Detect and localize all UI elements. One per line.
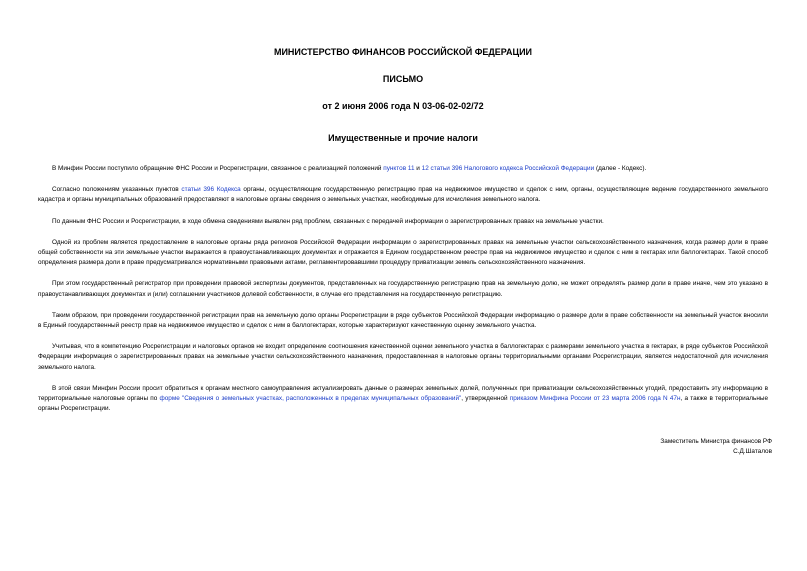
text: Согласно положениям указанных пунктов	[52, 186, 182, 194]
document-body	[38, 164, 768, 414]
paragraph-2	[38, 185, 768, 205]
link-form-land-info[interactable]: форме "Сведения о земельных участках, расположенных в пределах муниципальных образований"	[159, 395, 462, 403]
text: и	[414, 165, 422, 172]
document-date-number: от 2 июня 2006 года N 03-06-02-02/72	[322, 101, 484, 111]
link-article-396-nk[interactable]: 12 статьи 396 Налогового кодекса Российской Федерации	[421, 165, 595, 172]
document-page	[38, 40, 768, 425]
link-article-396-code[interactable]: статьи 396 Кодекса	[181, 186, 241, 194]
text: , утвержденной	[461, 395, 510, 403]
signatory-position: Заместитель Министра финансов РФ	[660, 438, 772, 445]
document-subject: Имущественные и прочие налоги	[328, 133, 478, 143]
paragraph-8	[38, 384, 768, 415]
paragraph-1	[38, 164, 768, 174]
text: , а также в территориальные органы Росрегистрации.	[38, 395, 769, 413]
text: В Минфин России поступило обращение ФНС России и Росрегистрации, связанное с реализацией положений	[52, 165, 384, 172]
text: В этой связи Минфин России просит обратиться к органам местного самоуправления актуализировать данные о размерах земельных долей, полученных при приватизации сельскохозяйственных угодий, предоставить эту информацию в территориальные налоговые органы по	[38, 384, 768, 403]
paragraph-7: Учитывая, что в компетенцию Росрегистрации и налоговых органов не входит определение соотношения качественной оценки земельного участка в баллогектарах с размерами земельного участка в гектарах, в ряде субъектов Российской Федерации информация о зарегистрированных правах на земельные участки сельскохозяйственного назначения, предоставленная в налоговые органы территориальными органами Росрегистрации, является недостаточной для исчисления земельного налога.	[38, 343, 768, 371]
document-type: ПИСЬМО	[382, 74, 424, 84]
paragraph-5: При этом государственный регистратор при проведении правовой экспертизы документов, представленных на государственную регистрацию прав на земельную долю, не может определять размер доли в праве иначе, чем это указано в правоустанавливающих документах и (или) соглашении участников долевой собственности, в случае его представления на государственную регистрацию.	[38, 280, 768, 298]
paragraph-3: По данным ФНС России и Росрегистрации, в ходе обмена сведениями выявлен ряд проблем, связанных с передачей информации о зарегистрированных правах на земельные участки.	[52, 217, 604, 225]
paragraph-6: Таким образом, при проведении государственной регистрации прав на земельную долю органы Росрегистрации в ряде субъектов Российской Федерации информацию о размере доли в праве собственности на земельный участок вносили в Единый государственный реестр прав на недвижимое имущество и сделок с ним в баллогектарах, которые характеризуют качественную оценку земельного участка.	[38, 311, 768, 330]
ministry-heading: МИНИСТЕРСТВО ФИНАНСОВ РОССИЙСКОЙ ФЕДЕРАЦИИ	[273, 47, 533, 57]
text: органы, осуществляющие государственную регистрацию прав на недвижимое имущество и сделок с ним, органы, осуществляющие ведение государственного земельного кадастра и органы муниципальных образований предоставляют в налоговые органы сведения о земельных участках, необходимые для исчисления земельного налога.	[38, 186, 769, 204]
paragraph-4: Одной из проблем является предоставление в налоговые органы ряда регионов Российской Федерации информации о зарегистрированных правах на земельные участки сельскохозяйственного назначения, когда размер доли в праве общей собственности на эти земельные участки выражается в правоустанавливающих документах и отражается в Едином государственном реестре прав на недвижимое имущество и сделок с ним в гектарах или баллогектарах. Такой способ определения размера доли в праве предусматривался нормативными правовыми актами, регламентировавшими процедуру приватизации земель сельскохозяйственного назначения.	[38, 238, 768, 267]
signatory-name: С.Д.Шаталов	[733, 448, 772, 455]
signature-block	[660, 437, 772, 457]
text: (далее - Кодекс).	[594, 165, 647, 172]
link-points-11[interactable]: пунктов 11	[383, 165, 415, 172]
link-order-47n[interactable]: приказом Минфина России от 23 марта 2006 года N 47н	[509, 395, 681, 403]
